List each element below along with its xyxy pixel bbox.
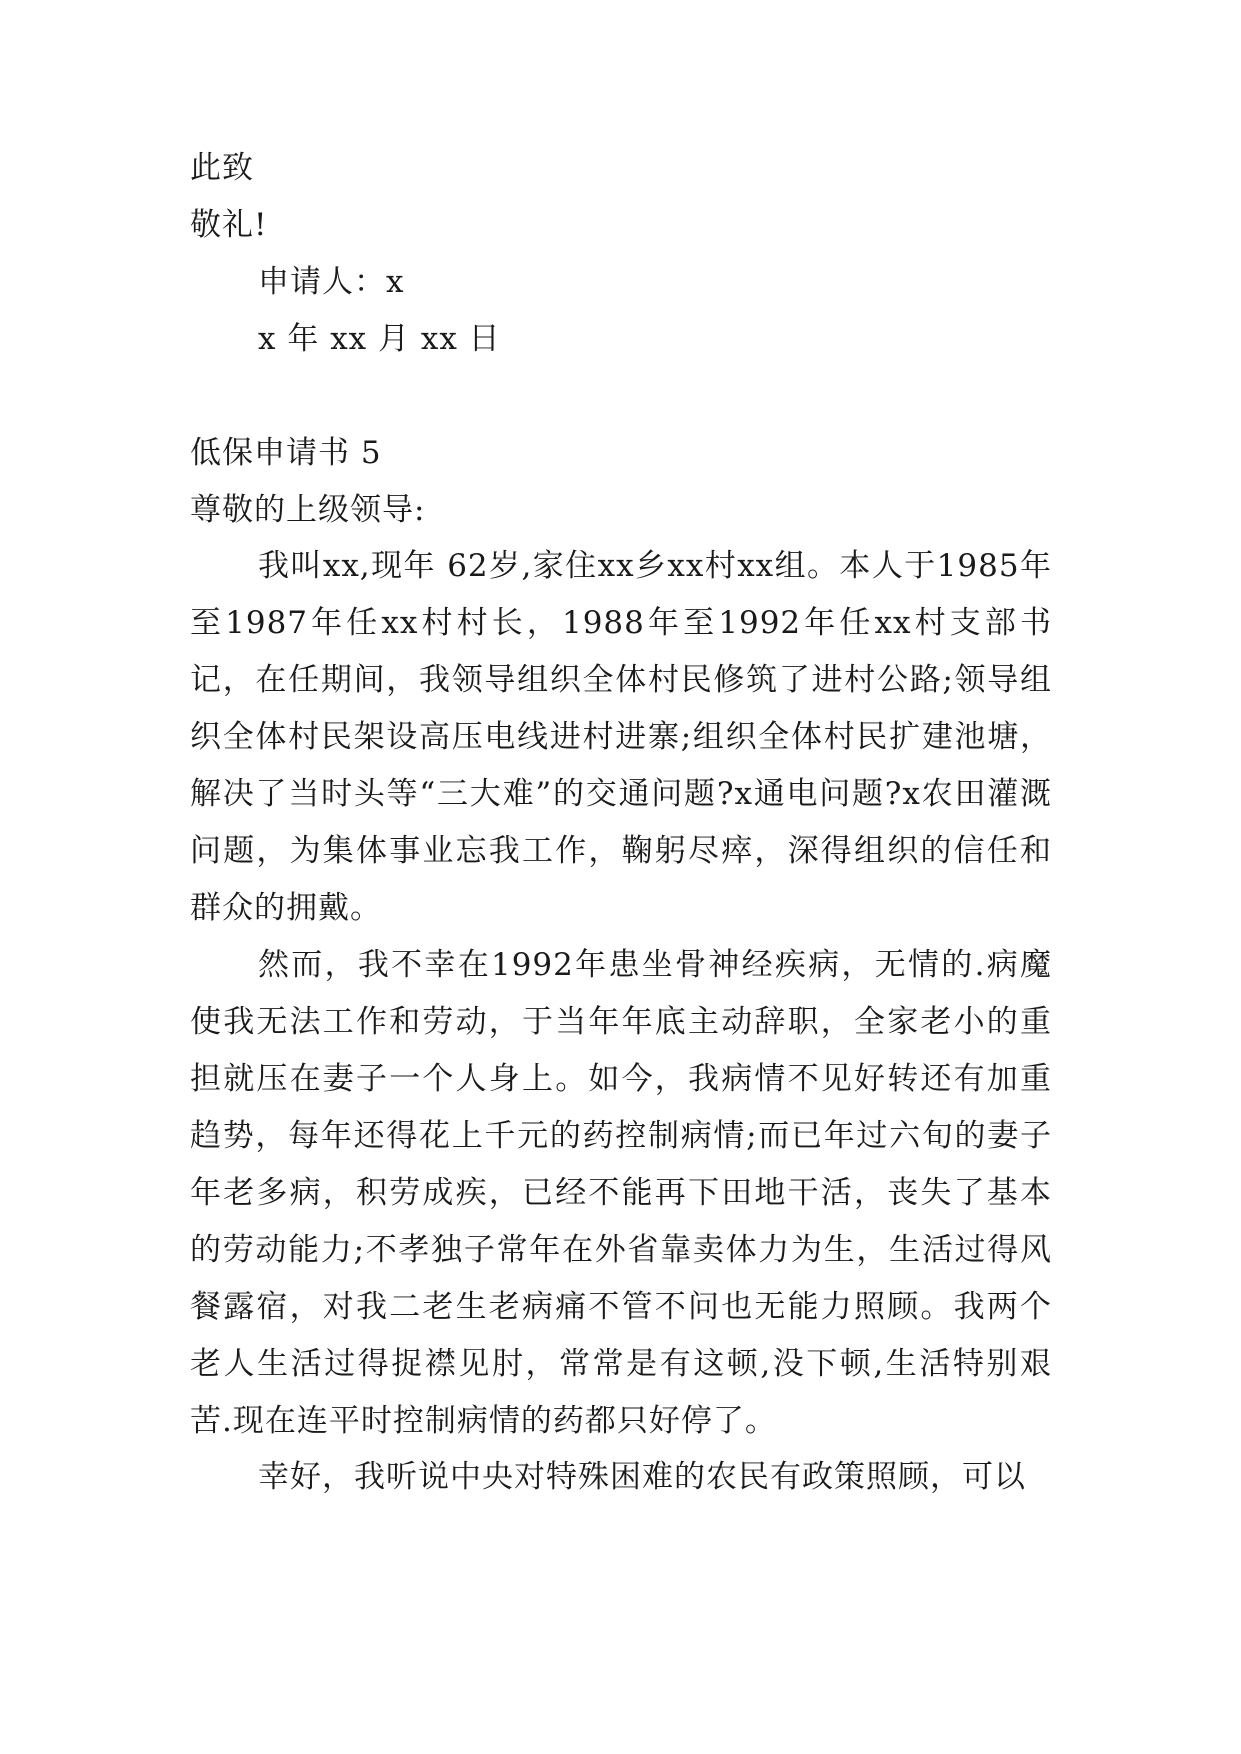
applicant-signature: 申请人：x [258, 264, 405, 300]
letter-greeting: 尊敬的上级领导: [190, 492, 426, 528]
application-date: x 年 xx 月 xx 日 [258, 321, 501, 357]
body-paragraph: 幸好，我听说中央对特殊困难的农民有政策照顾，可以 [258, 1459, 1026, 1495]
closing-regards: 敬礼! [190, 207, 268, 243]
letter-title: 低保申请书 5 [190, 435, 382, 471]
closing-salutation: 此致 [190, 150, 254, 186]
body-paragraph: 我叫xx,现年 62岁,家住xx乡xx村xx组。本人于1985年至1987年任xx村村长，1988年至1992年任xx村支部书记，在任期间，我领导组织全体村民修筑了进村公路;领导组织全体村民架设高压电线进村进寨;组织全体村民扩建池塘，解决了当时头等“三大难”的交通问题?x通电问题?x农田灌溉问题，为集体事业忘我工作，鞠躬尽瘁，深得组织的信任和群众的拥戴。 [190, 548, 1052, 926]
body-paragraph: 然而，我不幸在1992年患坐骨神经疾病，无情的.病魔使我无法工作和劳动，于当年年底主动辞职，全家老小的重担就压在妻子一个人身上。如今，我病情不见好转还有加重趋势，每年还得花上千元的药控制病情;而已年过六旬的妻子年老多病，积劳成疾，已经不能再下田地干活，丧失了基本的劳动能力;不孝独子常年在外省靠卖体力为生，生活过得风餐露宿，对我二老生老病痛不管不问也无能力照顾。我两个老人生活过得捉襟见肘，常常是有这顿,没下顿,生活特别艰苦.现在连平时控制病情的药都只好停了。 [190, 947, 1052, 1439]
